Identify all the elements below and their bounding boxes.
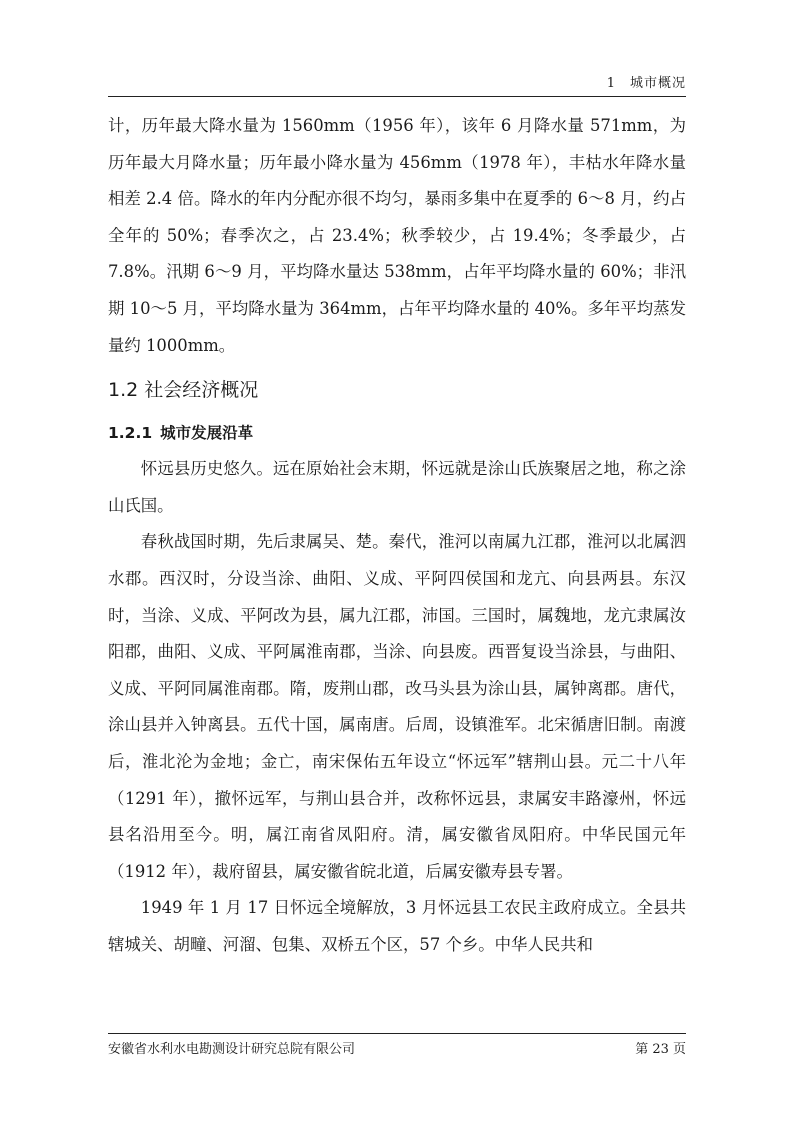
header-chapter-title: 1 城市概况 xyxy=(606,76,686,91)
paragraph-precipitation: 计，历年最大降水量为 1560mm（1956 年），该年 6 月降水量 571mm，为历年最大月降水量；历年最小降水量为 456mm（1978 年），丰枯水年降水量相差 2.4 倍。降水的年内分配亦很不均匀，暴雨多集中在夏季的 6～8 月，约占全年的 50%；春季次之，占 23.4%；秋季较少，占 19.4%；冬季最少，占 7.8%。汛期 6～9 月，平均降水量达 538mm，占年平均降水量的 60%；非汛期 10～5 月，平均降水量为 364mm，占年平均降水量的 40%。多年平均蒸发量约 1000mm。 xyxy=(108,116,686,355)
paragraph-history-intro: 怀远县历史悠久。远在原始社会末期，怀远就是涂山氏族聚居之地，称之涂山氏国。 xyxy=(108,459,686,515)
footer-company: 安徽省水利水电勘测设计研究总院有限公司 xyxy=(108,1042,356,1057)
section-heading: 1.2 社会经济概况 xyxy=(108,379,259,402)
page-body xyxy=(108,108,686,963)
footer-page-number: 第 23 页 xyxy=(635,1042,686,1057)
subsection-number: 1.2.1 xyxy=(108,424,153,443)
paragraph-history-dynasties: 春秋战国时期，先后隶属吴、楚。秦代，淮河以南属九江郡，淮河以北属泗水郡。西汉时，分设当涂、曲阳、义成、平阿四侯国和龙亢、向县两县。东汉时，当涂、义成、平阿改为县，属九江郡，沛国。三国时，属魏地，龙亢隶属汝阳郡，曲阳、义成、平阿属淮南郡，当涂、向县废。西晋复设当涂县，与曲阳、义成、平阿同属淮南郡。隋，废荆山郡，改马头县为涂山县，属钟离郡。唐代，涂山县并入钟离县。五代十国，属南唐。后周，设镇淮军。北宋循唐旧制。南渡后，淮北沦为金地；金亡，南宋保佑五年设立“怀远军”辖荆山县。元二十八年（1291 年），撤怀远军，与荆山县合并，改称怀远县，隶属安丰路濠州，怀远县名沿用至今。明，属江南省凤阳府。清，属安徽省凤阳府。中华民国元年（1912 年），裁府留县，属安徽省皖北道，后属安徽寿县专署。 xyxy=(108,532,686,881)
subsection-title: 城市发展沿革 xyxy=(160,424,254,443)
page-footer xyxy=(108,1033,686,1057)
page-header xyxy=(108,66,686,97)
paragraph-liberation: 1949 年 1 月 17 日怀远全境解放，3 月怀远县工农民主政府成立。全县共辖城关、胡疃、河溜、包集、双桥五个区，57 个乡。中华人民共和 xyxy=(108,898,686,954)
subsection-heading xyxy=(108,415,686,451)
